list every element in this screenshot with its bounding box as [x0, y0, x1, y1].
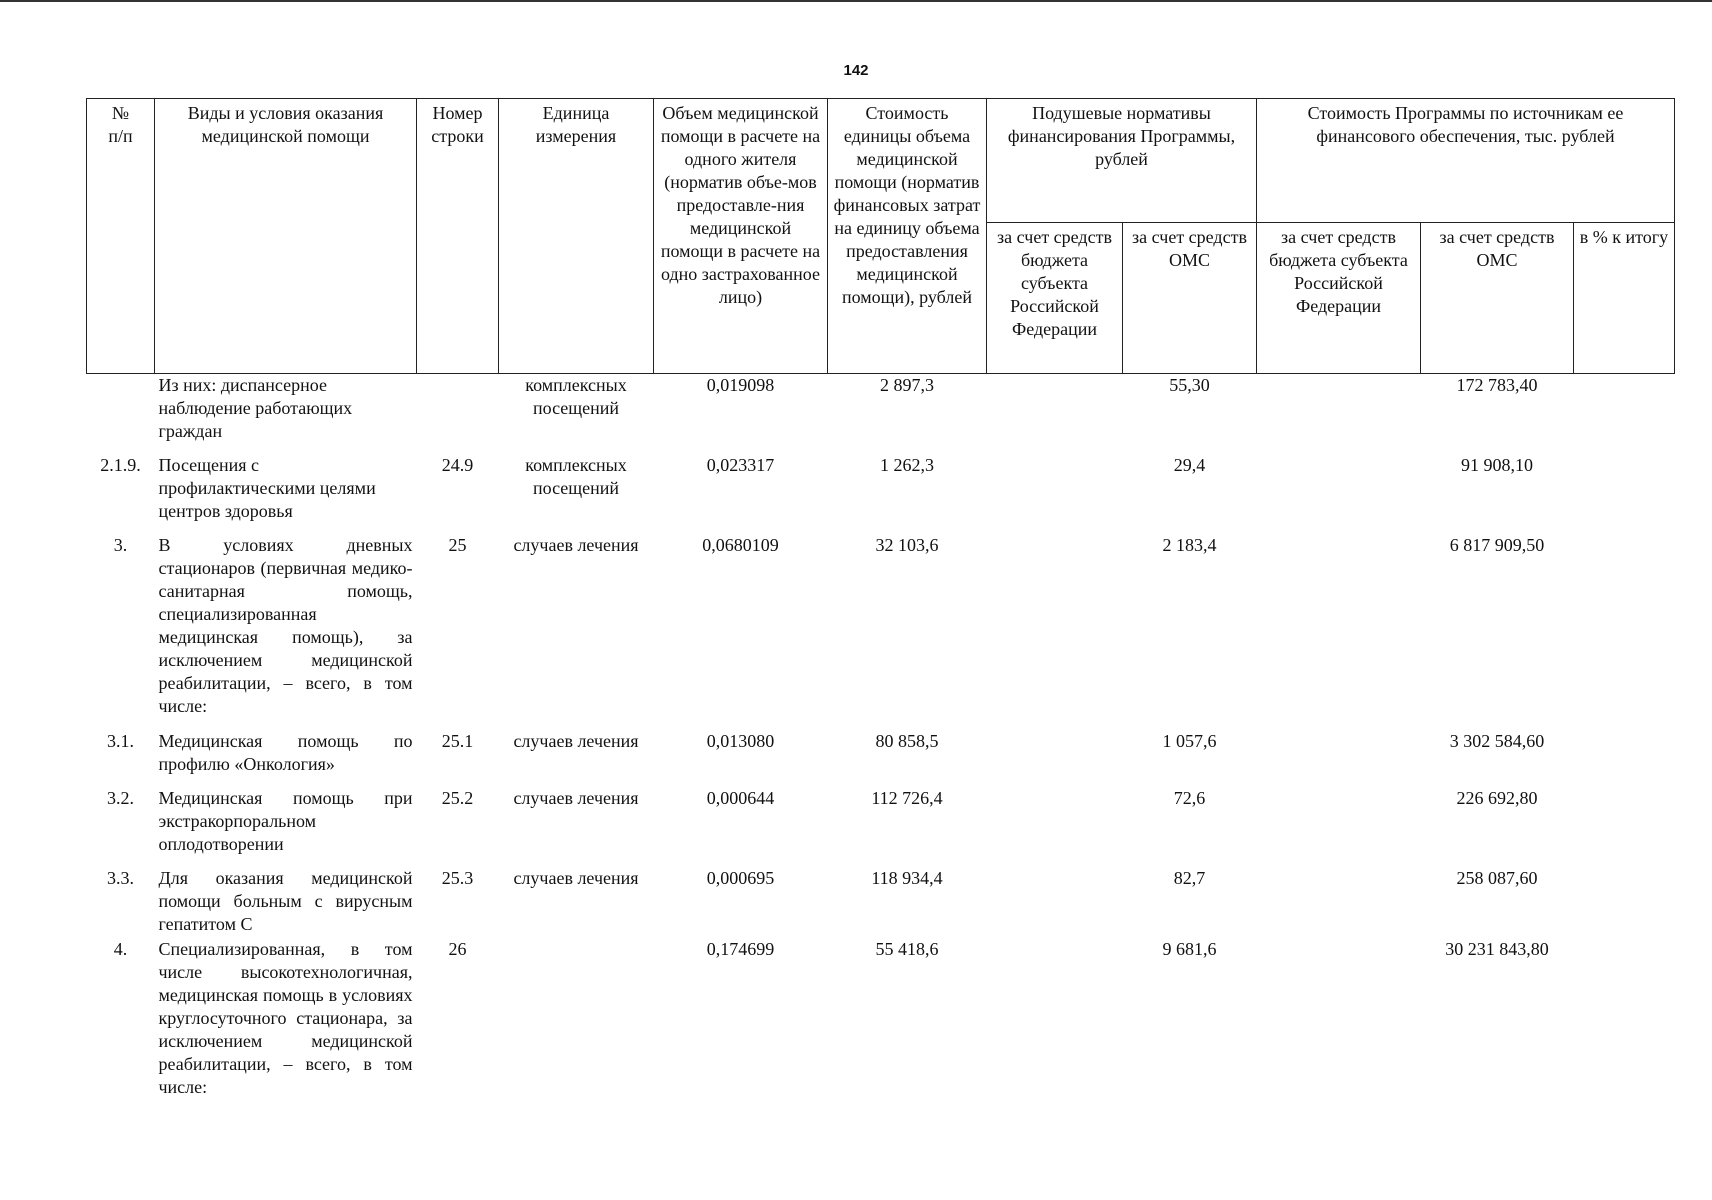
- header-line: Номер строки: [417, 99, 499, 374]
- table-row: [87, 867, 1675, 938]
- cell-line: 25.3: [441, 868, 474, 888]
- cell-unit: случаев лечения: [513, 868, 639, 888]
- cell-program-pct: [1574, 938, 1675, 1103]
- cell-cost: 2 897,3: [880, 375, 934, 395]
- cell-unit: комплексных посещений: [525, 375, 627, 418]
- cell-unit: комплексных посещений: [525, 455, 627, 498]
- cell-program-budget: [1257, 454, 1421, 534]
- cell-cost: 1 262,3: [880, 455, 934, 475]
- cell-percapita-oms: 29,4: [1173, 455, 1206, 475]
- header-program-budget: за счет средств бюджета субъекта Российской Федерации: [1257, 223, 1421, 374]
- cell-program-oms: 258 087,60: [1456, 868, 1538, 888]
- header-volume: Объем медицинской помощи в расчете на одного жителя (норматив объе-мов предоставле-ния медицинской помощи в расчете на одно застрахованное лицо): [654, 99, 828, 374]
- cell-program-oms: 3 302 584,60: [1449, 731, 1545, 751]
- table-row: [87, 534, 1675, 730]
- cell-program-pct: [1574, 730, 1675, 787]
- cell-unit: случаев лечения: [513, 731, 639, 751]
- cell-program-pct: [1574, 534, 1675, 730]
- cell-volume: 0,013080: [706, 731, 775, 751]
- cell-percapita-budget: [987, 938, 1123, 1103]
- cell-num: 3.2.: [107, 788, 134, 808]
- financing-table: [86, 98, 1675, 1103]
- table-row: [87, 730, 1675, 787]
- cell-line: 25.1: [441, 731, 474, 751]
- header-percapita: Подушевые нормативы финансирования Программы, рублей: [987, 99, 1257, 223]
- cell-volume: 0,023317: [706, 455, 775, 475]
- cell-percapita-oms: 72,6: [1173, 788, 1206, 808]
- header-cost: Стоимость единицы объема медицинской помощи (норматив финансовых затрат на единицу объема предоставления медицинской помощи), рублей: [828, 99, 987, 374]
- cell-kind: Из них: диспансерное наблюдение работающих граждан: [158, 375, 353, 441]
- cell-line: 26: [448, 939, 467, 959]
- cell-percapita-budget: [987, 730, 1123, 787]
- cell-cost: 118 934,4: [871, 868, 943, 888]
- cell-program-pct: [1574, 867, 1675, 938]
- cell-percapita-budget: [987, 374, 1123, 455]
- header-percapita-budget: за счет средств бюджета субъекта Российской Федерации: [987, 223, 1123, 374]
- cell-num: 4.: [113, 939, 128, 959]
- cell-kind: Посещения с профилактическими целями центров здоровья: [158, 455, 376, 521]
- cell-kind: Медицинская помощь при экстракорпоральном оплодотворении: [158, 788, 413, 854]
- cell-unit: случаев лечения: [513, 788, 639, 808]
- header-row-1: [87, 99, 1675, 223]
- cell-volume: 0,019098: [706, 375, 775, 395]
- cell-kind: Специализированная, в том числе высокотехнологичная, медицинская помощь в условиях круглосуточного стационара, за исключением медицинской реабилитации, – всего, в том числе:: [158, 939, 413, 1097]
- cell-program-oms: 172 783,40: [1456, 375, 1538, 395]
- cell-num: 2.1.9.: [100, 455, 141, 475]
- header-program: Стоимость Программы по источникам ее финансового обеспечения, тыс. рублей: [1257, 99, 1675, 223]
- cell-program-oms: 91 908,10: [1461, 455, 1533, 475]
- cell-program-budget: [1257, 730, 1421, 787]
- cell-percapita-oms: 2 183,4: [1162, 535, 1217, 555]
- cell-line: 25: [448, 535, 467, 555]
- cell-program-pct: [1574, 787, 1675, 867]
- cell-cost: 55 418,6: [875, 939, 939, 959]
- scan-top-edge: [0, 0, 1712, 2]
- page-number: 142: [843, 62, 869, 79]
- cell-program-pct: [1574, 454, 1675, 534]
- cell-percapita-oms: 55,30: [1169, 375, 1210, 395]
- header-program-oms: за счет средств ОМС: [1421, 223, 1574, 374]
- cell-volume: 0,000695: [706, 868, 775, 888]
- cell-line: 24.9: [441, 455, 474, 475]
- cell-kind: В условиях дневных стационаров (первичная медико-санитарная помощь, специализированная медицинская помощь), за исключением медицинской реабилитации, – всего, в том числе:: [158, 535, 413, 716]
- cell-program-budget: [1257, 374, 1421, 455]
- cell-kind: Для оказания медицинской помощи больным с вирусным гепатитом С: [158, 868, 413, 934]
- cell-program-budget: [1257, 534, 1421, 730]
- cell-line: [417, 374, 499, 455]
- cell-unit: случаев лечения: [513, 535, 639, 555]
- header-num: № п/п: [87, 99, 155, 374]
- cell-program-oms: 6 817 909,50: [1449, 535, 1545, 555]
- cell-percapita-oms: 1 057,6: [1162, 731, 1217, 751]
- cell-percapita-budget: [987, 534, 1123, 730]
- cell-percapita-budget: [987, 787, 1123, 867]
- cell-program-budget: [1257, 938, 1421, 1103]
- cell-percapita-oms: 9 681,6: [1162, 939, 1217, 959]
- cell-program-oms: 226 692,80: [1456, 788, 1538, 808]
- cell-cost: 112 726,4: [871, 788, 943, 808]
- cell-volume: 0,174699: [706, 939, 775, 959]
- cell-percapita-oms: 82,7: [1173, 868, 1206, 888]
- table-row: [87, 454, 1675, 534]
- cell-line: 25.2: [441, 788, 474, 808]
- cell-num: 3.1.: [107, 731, 134, 751]
- cell-program-oms: 30 231 843,80: [1445, 939, 1549, 959]
- cell-volume: 0,0680109: [702, 535, 779, 555]
- header-unit: Единица измерения: [499, 99, 654, 374]
- table-row: [87, 374, 1675, 455]
- cell-kind: Медицинская помощь по профилю «Онкология»: [158, 731, 413, 774]
- cell-program-budget: [1257, 787, 1421, 867]
- table-row: [87, 938, 1675, 1103]
- cell-percapita-budget: [987, 454, 1123, 534]
- cell-program-budget: [1257, 867, 1421, 938]
- cell-cost: 32 103,6: [875, 535, 939, 555]
- table-row: [87, 787, 1675, 867]
- cell-program-pct: [1574, 374, 1675, 455]
- cell-unit: [499, 938, 654, 1103]
- cell-percapita-budget: [987, 867, 1123, 938]
- cell-num: 3.: [113, 535, 128, 555]
- cell-num: [87, 374, 155, 455]
- header-kind: Виды и условия оказания медицинской помощи: [155, 99, 417, 374]
- header-percapita-oms: за счет средств ОМС: [1123, 223, 1257, 374]
- cell-num: 3.3.: [107, 868, 134, 888]
- header-program-pct: в % к итогу: [1574, 223, 1675, 374]
- cell-cost: 80 858,5: [875, 731, 939, 751]
- cell-volume: 0,000644: [706, 788, 775, 808]
